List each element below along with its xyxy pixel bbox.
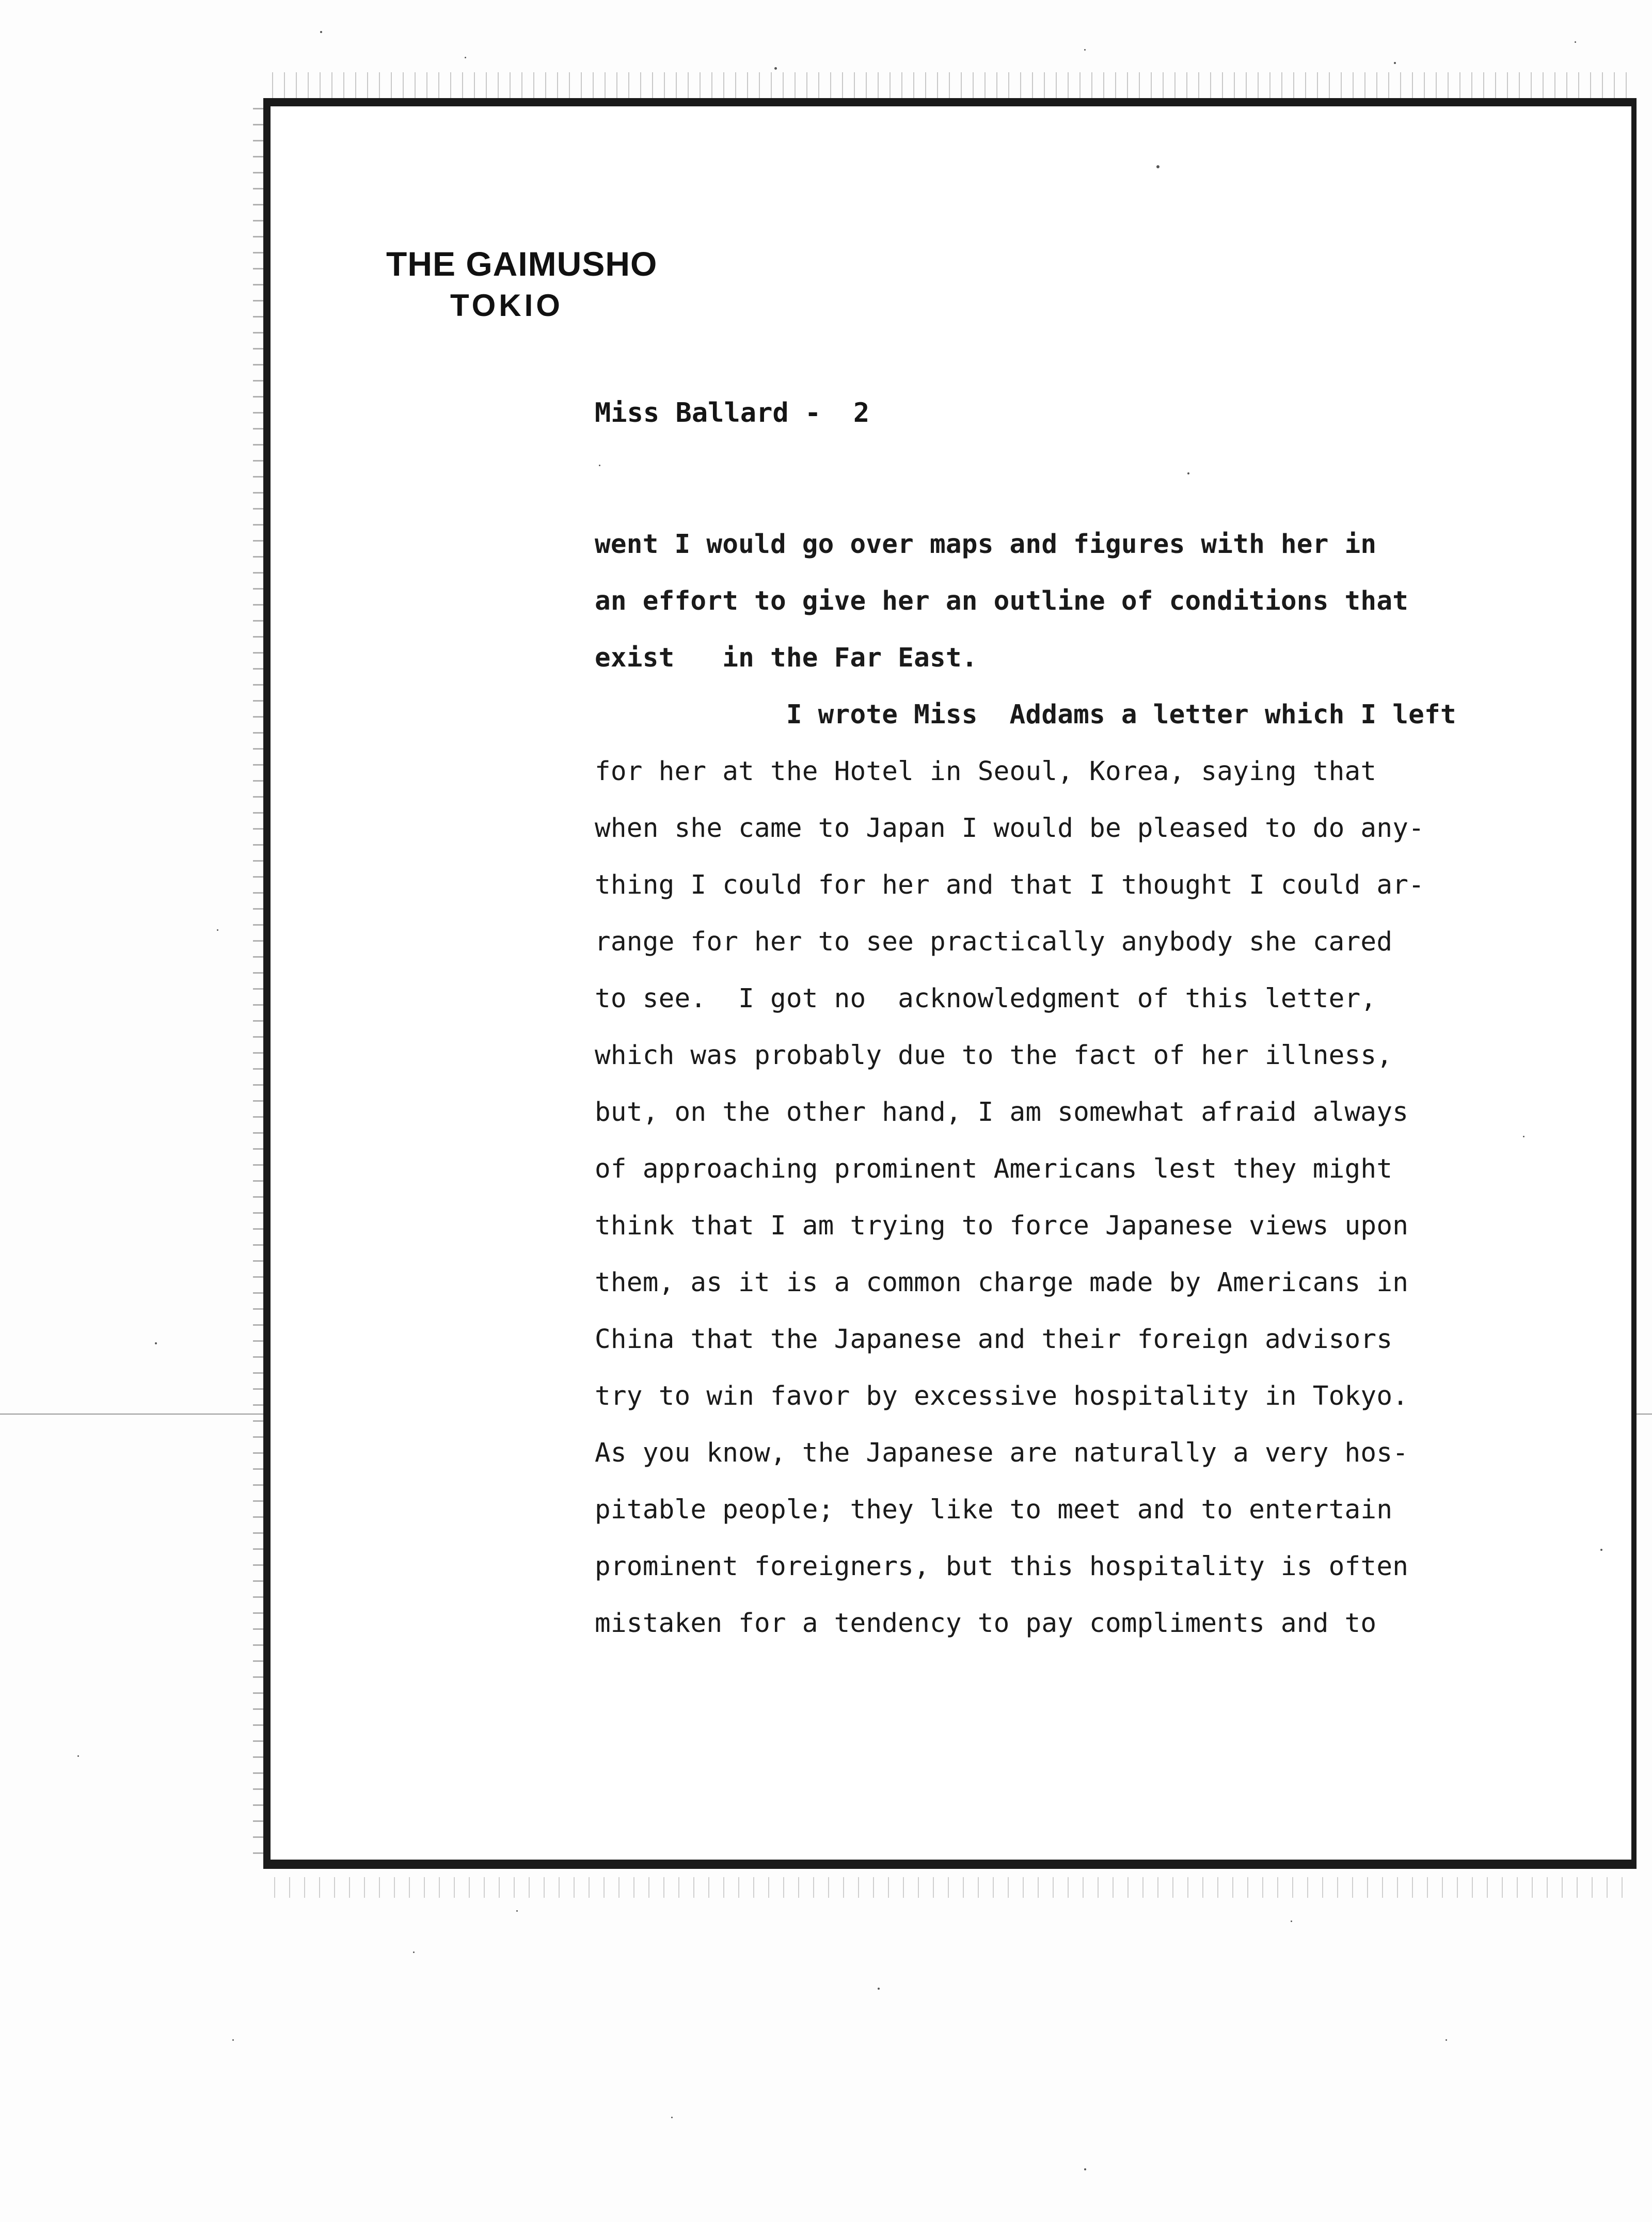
letterhead-city: TOKIO [450,288,563,323]
scan-speck [413,1951,415,1953]
scan-speck [1084,2168,1086,2170]
body-line: of approaching prominent Americans lest they might [595,1154,1393,1184]
scan-speck [1446,2039,1447,2041]
body-line: think that I am trying to force Japanese views upon [595,1211,1409,1241]
scan-speck [217,929,218,931]
scan-speck [878,1988,880,1990]
scan-speck [77,1755,79,1757]
body-line: exist in the Far East. [595,643,978,673]
scan-speck [232,2039,234,2041]
scan-speck [774,67,777,70]
body-line: but, on the other hand, I am somewhat afraid always [595,1097,1409,1128]
body-line: pitable people; they like to meet and to entertain [595,1495,1393,1525]
page-header: Miss Ballard - 2 [595,398,870,428]
scan-speck [1187,472,1189,474]
body-line: try to win favor by excessive hospitality in Tokyo. [595,1381,1409,1411]
body-line: went I would go over maps and figures with her in [595,529,1377,560]
letterhead [386,247,657,321]
body-line: an effort to give her an outline of conditions that [595,586,1409,616]
scan-speck [599,465,600,466]
scan-speck [1291,1921,1292,1922]
sheet-top-edge-shadow [268,72,1631,98]
scan-speck [1523,1136,1524,1137]
scan-speck [1600,1549,1602,1551]
body-line: to see. I got no acknowledgment of this letter, [595,983,1377,1014]
fold-mark-left [0,1414,268,1415]
scan-speck [1394,62,1396,64]
scan-speck [320,31,322,33]
scan-speck [155,1342,157,1344]
letterhead-title: THE GAIMUSHO [386,245,658,283]
scan-speck [1084,49,1086,51]
sheet-bottom-edge-shadow [268,1877,1631,1898]
scan-speck [465,57,466,58]
body-line: As you know, the Japanese are naturally a very hos- [595,1438,1409,1468]
body-line: China that the Japanese and their foreign advisors [595,1324,1393,1355]
body-line: prominent foreigners, but this hospitality is often [595,1551,1409,1582]
body-line: when she came to Japan I would be pleased to do any- [595,813,1425,844]
scan-speck [671,2117,673,2118]
body-line: which was probably due to the fact of her illness, [595,1040,1393,1071]
body-line: mistaken for a tendency to pay compliments and to [595,1608,1377,1639]
scan-speck [1156,165,1159,168]
body-line: for her at the Hotel in Seoul, Korea, saying that [595,756,1377,787]
body-line: I wrote Miss Addams a letter which I left [595,700,1456,730]
body-line: them, as it is a common charge made by Americans in [595,1267,1409,1298]
body-line: range for her to see practically anybody she cared [595,927,1393,957]
body-line: thing I could for her and that I thought I could ar- [595,870,1425,900]
letter-body [595,516,1483,1652]
scan-speck [1575,41,1576,43]
scan-speck [516,1910,518,1912]
